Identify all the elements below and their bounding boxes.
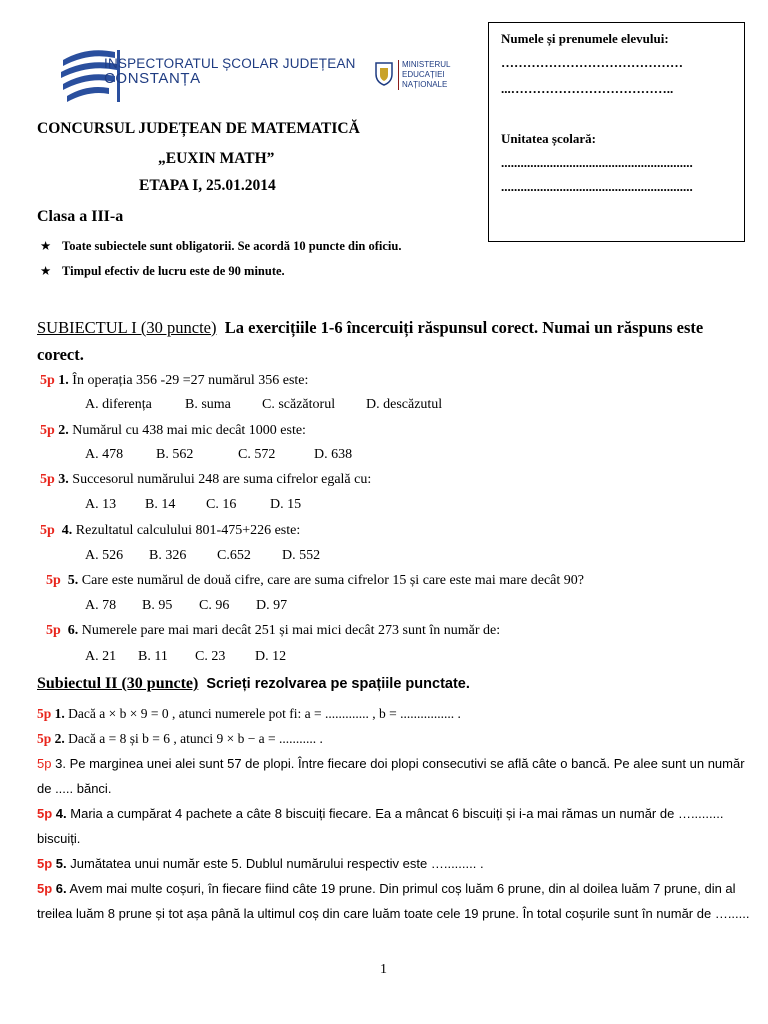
problem-4: 5p 4. Maria a cumpărat 4 pachete a câte 8 biscuiți fiecare. Ea a mâncat 6 biscuiți și i-a mai rămas un număr de …......... biscuiți. xyxy=(37,806,724,846)
student-name-line-1[interactable]: …………………………………… xyxy=(501,55,683,70)
question-2: 5p 2. Numărul cu 438 mai mic decât 1000 este: xyxy=(40,423,306,438)
school-line-2[interactable]: ........................................................... xyxy=(501,179,693,194)
star-bullet-icon: ★ xyxy=(40,264,52,278)
answers-3: A. 13 B. 14 C. 16 D. 15 xyxy=(85,497,302,512)
student-name-label: Numele și prenumele elevului: xyxy=(501,31,669,46)
answers-2: A. 478 B. 562 C. 572 D. 638 xyxy=(85,447,353,462)
ministry-crest-icon xyxy=(373,60,395,86)
student-info-box xyxy=(488,22,745,242)
answers-6: A. 21 B. 11 C. 23 D. 12 xyxy=(85,649,287,664)
page-number: 1 xyxy=(380,962,387,977)
star-bullet-icon: ★ xyxy=(40,239,52,253)
subject1-heading: SUBIECTUL I (30 puncte) La exercițiile 1-6 încercuiți răspunsul corect. Numai un răspuns este corect. xyxy=(37,318,704,364)
contest-title: CONCURSUL JUDEȚEAN DE MATEMATICĂ xyxy=(37,120,360,137)
subject2-heading: Subiectul II (30 puncte) Scrieți rezolvarea pe spațiile punctate. xyxy=(37,675,470,692)
problem-1: 5p 1. Dacă a × b × 9 = 0 , atunci numerele pot fi: a = ............. , b = ................ . xyxy=(37,706,461,721)
rule-item: ★ Timpul efectiv de lucru este de 90 minute. xyxy=(40,264,285,278)
student-name-line-2[interactable]: ...……………………………….. xyxy=(501,81,674,96)
logo-line-1: INSPECTORATUL ȘCOLAR JUDEȚEAN xyxy=(104,56,356,71)
question-3: 5p 3. Succesorul numărului 248 are suma cifrelor egală cu: xyxy=(40,472,372,487)
question-4: 5p 4. Rezultatul calculului 801-475+226 este: xyxy=(40,523,301,538)
school-line-1[interactable]: ........................................................... xyxy=(501,155,693,170)
logo-line-2: CONSTANȚA xyxy=(104,70,201,87)
problem-5: 5p 5. Jumătatea unui număr este 5. Dublul numărului respectiv este …......... . xyxy=(37,856,484,871)
answers-1: A. diferența B. suma C. scăzătorul D. descăzutul xyxy=(85,397,443,412)
problem-2: 5p 2. Dacă a = 8 și b = 6 , atunci 9 × b − a = ........... . xyxy=(37,731,323,746)
grade-label: Clasa a III-a xyxy=(37,208,124,225)
answers-4: A. 526 B. 326 C.652 D. 552 xyxy=(85,548,321,563)
contest-name: „EUXIN MATH” xyxy=(158,150,275,167)
question-1: 5p 1. În operația 356 -29 =27 numărul 356 este: xyxy=(40,373,309,388)
question-5: 5p 5. Care este numărul de două cifre, care are suma cifrelor 15 și care este mai mare decât 90? xyxy=(46,573,584,588)
contest-stage: ETAPA I, 25.01.2014 xyxy=(139,177,276,194)
school-label: Unitatea școlară: xyxy=(501,131,596,146)
question-6: 5p 6. Numerele pare mai mari decât 251 și mai mici decât 273 sunt în număr de: xyxy=(46,623,501,638)
rule-item: ★ Toate subiectele sunt obligatorii. Se acordă 10 puncte din oficiu. xyxy=(40,239,402,253)
problem-6: 5p 6. Avem mai multe coșuri, în fiecare fiind câte 19 prune. Din primul coș luăm 6 prune, din al doilea luăm 7 prune, din al treilea luăm 8 prune și tot așa până la ultimul coș din care luăm toate cele 19 prune. În total coșurile sunt în număr de …...... xyxy=(37,881,750,921)
problem-3: 5p 3. Pe marginea unei alei sunt 57 de plopi. Între fiecare doi plopi consecutivi se află câte o bancă. Pe alee sunt un număr de ..... bănci. xyxy=(37,756,745,796)
ministry-label: MINISTERUL EDUCAȚIEI NAȚIONALE xyxy=(398,60,450,90)
answers-5: A. 78 B. 95 C. 96 D. 97 xyxy=(85,598,288,613)
